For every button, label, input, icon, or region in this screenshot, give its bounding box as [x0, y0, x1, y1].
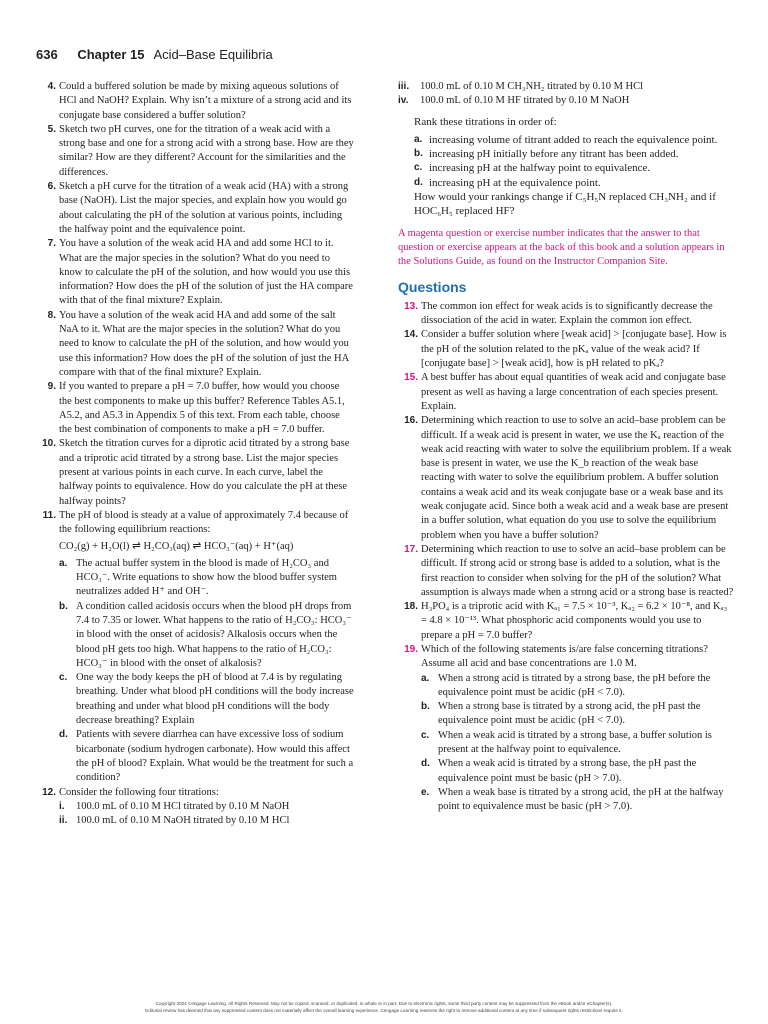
chapter-label: Chapter 15	[77, 47, 145, 62]
question-19e	[421, 786, 734, 815]
rank-follow-up: How would your rankings change if C₅H₅N replaced CH₃NH₂ and if HOC₆H₅ replaced HF?	[414, 191, 716, 218]
question-13	[398, 300, 734, 329]
sub-text: When a weak acid is titrated by a strong base, the pH past the equivalence point must be basic (pH > 7.0).	[438, 758, 697, 784]
question-text: Consider the following four titrations:	[59, 786, 219, 798]
copyright-footer	[60, 1000, 708, 1014]
question-text: Sketch two pH curves, one for the titration of a weak acid with a strong base and one for a strong acid with a strong base. How are they similar? How are they different? Account for the similarities and the differences.	[59, 123, 354, 178]
sub-text: When a strong base is titrated by a strong acid, the pH past the equivalence point must be acidic (pH < 7.0).	[438, 701, 701, 727]
right-column	[398, 80, 734, 815]
page-number: 636	[36, 47, 58, 62]
sub-text: When a strong acid is titrated by a strong base, the pH before the equivalence point must be acidic (pH < 7.0).	[438, 672, 711, 698]
question-text: Sketch the titration curves for a diprotic acid titrated by a strong base and a triprotic acid titrated by a strong base. List the major species present at various points in each curve. In each curve, label the halfway points to equivalence. How do you calculate the pH at these halfway points?	[59, 438, 350, 507]
question-number: 4.	[47, 81, 56, 92]
question-5	[36, 123, 354, 180]
sub-text: A condition called acidosis occurs when the blood pH drops from 7.4 to 7.35 or lower. What happens to the ratio of H₂CO₃: HCO₃⁻ in blood with the onset of acidosis? Alkalosis occurs when the blood pH gets too high. What happens to the ratio of H₂CO₃: HCO₃⁻ in blood with the onset of alkalosis?	[76, 600, 352, 669]
question-17	[398, 543, 734, 600]
question-text: Which of the following statements is/are false concerning titrations? Assume all acid and base concentrations are 1.0 M.	[421, 643, 708, 670]
question-14	[398, 328, 734, 371]
question-4	[36, 80, 354, 123]
sub-label: b.	[59, 600, 68, 612]
sub-text: 100.0 mL of 0.10 M CH₃NH₂ titrated by 0.10 M HCl	[420, 81, 644, 92]
question-16	[398, 414, 734, 543]
question-10	[36, 437, 354, 508]
sub-label: ii.	[59, 815, 68, 827]
sub-text: 100.0 mL of 0.10 M HCl titrated by 0.10 M NaOH	[76, 800, 290, 812]
sub-text: When a weak base is titrated by a strong acid, the pH at the halfway point to equivalence must be basic (pH > 7.0).	[438, 786, 724, 813]
question-7	[36, 237, 354, 308]
rank-c	[414, 161, 734, 175]
question-number: 13.	[404, 300, 418, 312]
sub-label: c.	[421, 729, 430, 741]
question-11d	[59, 728, 354, 785]
rank-d	[414, 176, 734, 190]
question-number: 19.	[404, 643, 418, 655]
question-text: H₃PO₄ is a triprotic acid with Kₐ₁ = 7.5 × 10⁻³, Kₐ₂ = 6.2 × 10⁻⁸, and Kₐ₃ = 4.8 × 10⁻¹³. What phosphoric acid components would you use to prepare a pH = 7.0 buffer?	[421, 601, 728, 641]
question-text: You have a solution of the weak acid HA and add some of the salt NaA to it. What are the major species in the solution? What do you need to know to calculate the pH of the solution, and how would you use this information? How does the pH of the solution of just the HA compare with that of the final mixture? Explain.	[59, 309, 349, 378]
titration-i	[59, 800, 354, 814]
copyright-line-2: Editorial review has deemed that any suppressed content does not materially affect the overall learning experience. Cengage Learning reserves the right to remove additional content at any time if subsequent rights restrictions require it.	[145, 1008, 623, 1013]
titration-iii	[398, 80, 734, 94]
question-number: 10.	[42, 438, 56, 450]
sub-text: One way the body keeps the pH of blood at 7.4 is by regulating breathing. Under what blood pH conditions will the body increase breathing and under what blood pH conditions will the body decrease breathing? Explain	[76, 672, 354, 727]
question-6	[36, 180, 354, 237]
question-text: Determining which reaction to use to solve an acid–base problem can be difficult. If a weak acid is present in water, we use the Kₐ reaction of the weak acid reacting with water to solve the equilibrium problem. If a weak base is present in water, we use the K_b reaction of the weak base reacting with water to solve the equilibrium problem. A buffer solution contains a weak acid and its weak conjugate base or a weak base and its weak conjugate acid. Since both a weak acid and a weak base are present in a buffer solution, what equation do you use to solve the equilibrium problem when you have a buffer solution?	[421, 415, 732, 541]
question-text: Determining which reaction to use to solve an acid–base problem can be difficult. If strong acid or strong base is added to a solution, what is the first reaction to consider when solving for the pH of the solution? What assumption is always made when a strong acid or a strong base is reacted?	[421, 543, 734, 598]
sub-text: increasing pH at the halfway point to equivalence.	[429, 162, 651, 175]
sub-text: 100.0 mL of 0.10 M NaOH titrated by 0.10 M HCl	[76, 815, 290, 827]
rank-b	[414, 147, 734, 161]
question-number: 14.	[404, 329, 418, 341]
question-number: 9.	[47, 381, 56, 393]
sub-label: a.	[421, 672, 430, 684]
sub-text: The actual buffer system in the blood is made of H₂CO₃ and HCO₃⁻. Write equations to show how the blood buffer system neutralizes added H⁺ and OH⁻.	[76, 557, 337, 598]
question-19d	[421, 757, 734, 786]
rank-intro: Rank these titrations in order of:	[414, 115, 557, 128]
titration-ii	[59, 814, 354, 828]
sub-label: b.	[414, 148, 423, 160]
question-number: 12.	[42, 786, 56, 798]
sub-label: d.	[414, 176, 423, 188]
sub-label: a.	[414, 133, 423, 145]
question-text: Consider a buffer solution where [weak acid] > [conjugate base]. How is the pH of the solution related to the pKₐ value of the weak acid? If [conjugate base] > [weak acid], how is pH related to pKₐ?	[421, 329, 727, 370]
question-text: Sketch a pH curve for the titration of a weak acid (HA) with a strong base (NaOH). List the major species, and explain how you would go about calculating the pH of the solution at various points, including the halfway point and the equivalence point.	[59, 181, 349, 235]
rank-block	[414, 115, 734, 219]
question-text: Could a buffered solution be made by mixing aqueous solutions of HCl and NaOH? Explain. Why isn’t a mixture of a strong acid and its conjugate base considered a buffer solution?	[59, 81, 352, 121]
sub-label: d.	[421, 758, 430, 770]
chapter-title: Acid–Base Equilibria	[153, 47, 273, 62]
sub-label: b.	[421, 701, 430, 713]
section-title: Questions	[398, 278, 467, 295]
sub-label: i.	[59, 800, 65, 812]
question-number: 16.	[404, 415, 418, 427]
sub-text: increasing pH initially before any titrant has been added.	[429, 148, 679, 161]
sub-text: 100.0 mL of 0.10 M HF titrated by 0.10 M NaOH	[420, 95, 630, 107]
question-12	[36, 786, 354, 800]
sub-label: iv.	[398, 95, 409, 107]
left-column	[36, 80, 354, 828]
question-text: If you wanted to prepare a pH = 7.0 buffer, how would you choose the best components to make up this buffer? Reference Tables A5.1, A5.2, and A5.3 in Appendix 5 of this text. From each table, choose the best combination of components to make a pH = 7.0 buffer.	[59, 381, 345, 436]
sub-label: c.	[59, 672, 68, 684]
question-11c	[59, 671, 354, 728]
question-11a	[59, 557, 354, 600]
question-9	[36, 380, 354, 437]
question-number: 5.	[47, 123, 56, 135]
sub-label: c.	[414, 162, 423, 174]
sub-label: d.	[59, 729, 68, 741]
question-number: 17.	[404, 543, 418, 555]
copyright-line-1: Copyright 2024 Cengage Learning. All Rights Reserved. May not be copied, scanned, or duplicated, in whole or in part. Due to electronic rights, some third party content may be suppressed from the eBook and/or eChapter(s).	[155, 1001, 613, 1006]
magenta-note: A magenta question or exercise number indicates that the answer to that question or exercise appears at the back of this book and a solution appears in the Solutions Guide, as found on the Instructor Companion Site.	[398, 227, 725, 268]
question-number: 18.	[404, 601, 418, 613]
sub-text: When a weak acid is titrated by a strong base, a buffer solution is present at the halfway point to equivalence.	[438, 729, 712, 756]
question-11	[36, 509, 354, 538]
sub-text: Patients with severe diarrhea can have excessive loss of sodium bicarbonate (sodium hydrogen carbonate). How would this affect the pH of blood? Explain. What would be the treatment for such a condition?	[76, 729, 354, 784]
question-15	[398, 371, 734, 414]
equilibrium-equation: CO₂(g) + H₂O(l) ⇌ H₂CO₃(aq) ⇌ HCO₃⁻(aq) + H⁺(aq)	[59, 540, 294, 552]
sub-label: a.	[59, 557, 68, 569]
rank-a	[414, 133, 734, 147]
question-19a	[421, 672, 734, 701]
question-18	[398, 600, 734, 643]
question-number: 7.	[47, 238, 56, 250]
question-8	[36, 309, 354, 380]
question-11b	[59, 600, 354, 671]
sub-label: iii.	[398, 81, 410, 92]
question-19c	[421, 729, 734, 758]
sub-text: increasing volume of titrant added to reach the equivalence point.	[429, 133, 718, 146]
question-text: The common ion effect for weak acids is to significantly decrease the dissociation of the acid in water. Explain the common ion effect.	[421, 300, 713, 327]
question-number: 11.	[42, 509, 56, 521]
titration-iv	[398, 94, 734, 108]
question-19b	[421, 700, 734, 729]
page-header	[36, 47, 273, 62]
question-number: 15.	[404, 372, 418, 384]
question-text: You have a solution of the weak acid HA and add some HCl to it. What are the major species in the solution? What do you need to know to calculate the pH of the solution, and how would you use this information? How does the pH of the solution of just the HA compare with that of the final mixture? Explain.	[59, 238, 353, 307]
question-text: The pH of blood is steady at a value of approximately 7.4 because of the following equilibrium reactions:	[59, 509, 349, 536]
sub-text: increasing pH at the equivalence point.	[429, 176, 601, 189]
question-number: 6.	[47, 181, 56, 193]
question-text: A best buffer has about equal quantities of weak acid and conjugate base present as well as having a large concentration of each species present. Explain.	[421, 372, 726, 412]
sub-label: e.	[421, 786, 430, 798]
question-19	[398, 643, 734, 672]
question-number: 8.	[47, 309, 56, 321]
